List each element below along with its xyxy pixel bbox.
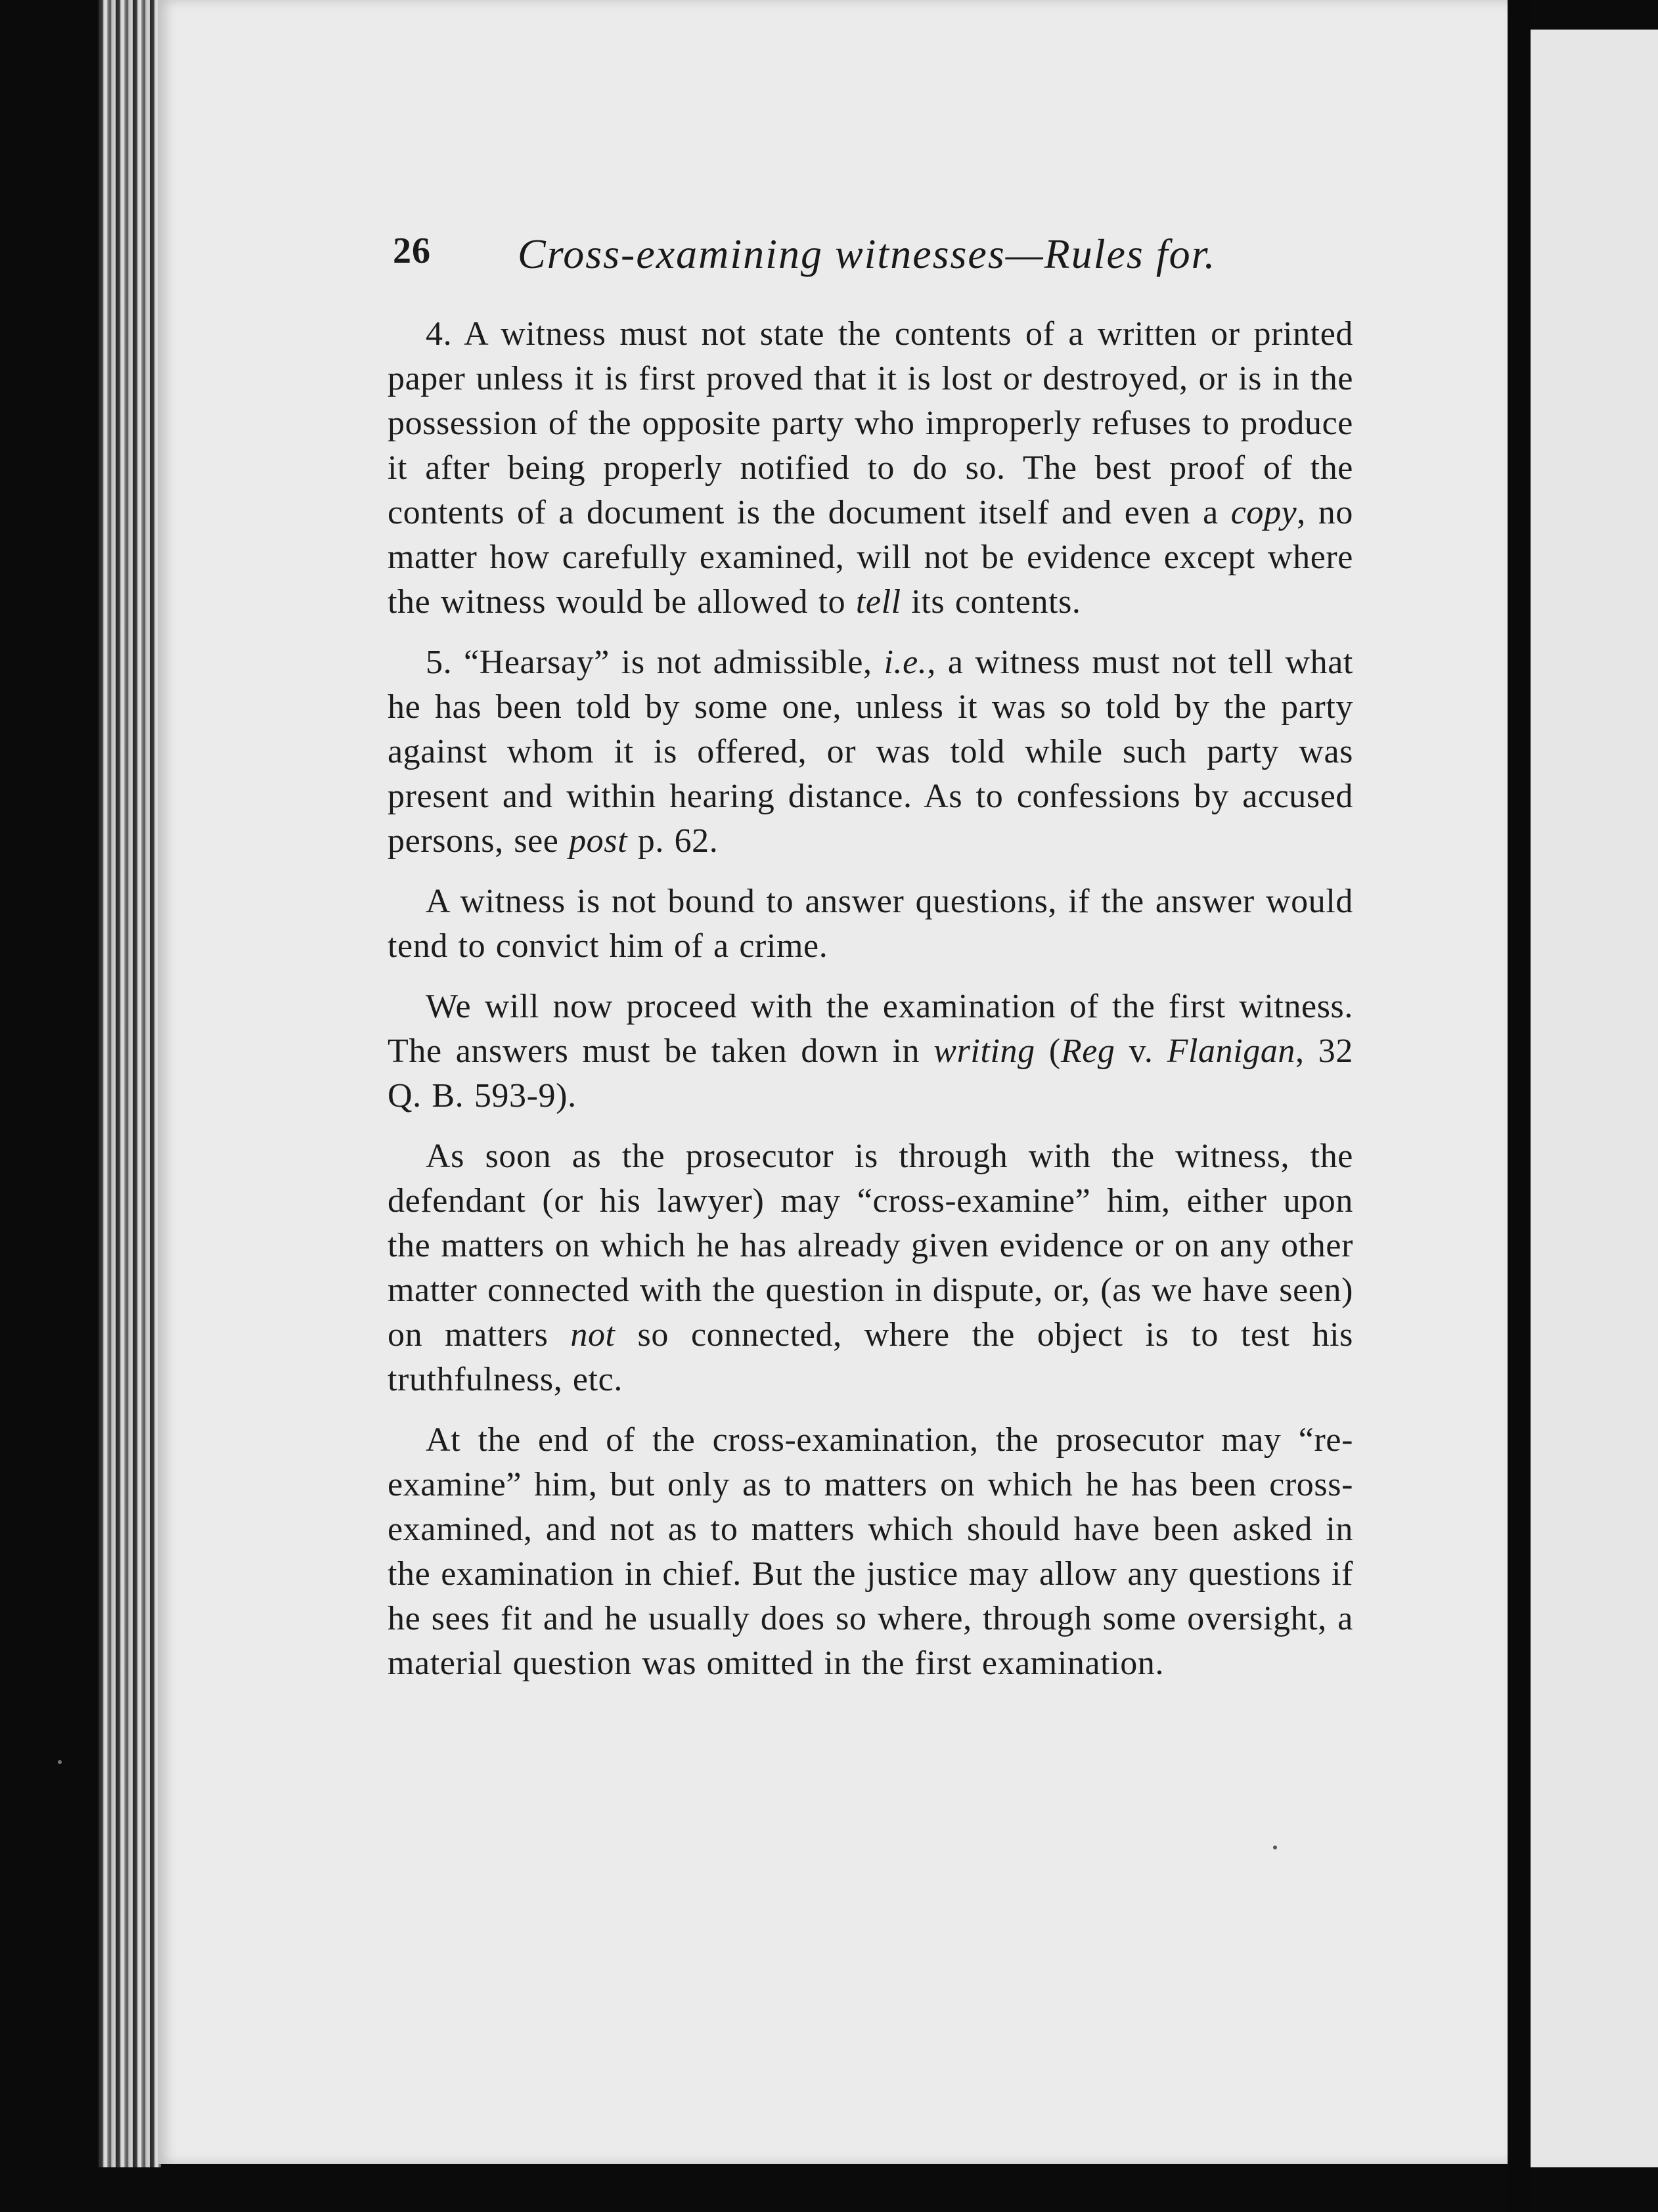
- text-segment: We will now proceed with the examination of the first witness. The answers must be taken down in: [388, 988, 1353, 1070]
- text-segment-italic: Reg: [1060, 1032, 1115, 1070]
- body-text: [388, 312, 1353, 1702]
- next-page-edge: [1531, 30, 1658, 2167]
- text-segment-italic: i.e.: [884, 644, 928, 681]
- paragraph-6: [388, 1418, 1353, 1686]
- running-title: Cross-examining witnesses—Rules for.: [518, 231, 1217, 277]
- text-segment-italic: not: [570, 1316, 616, 1354]
- scan-speck: [1273, 1846, 1277, 1849]
- text-segment: , 32 Q. B. 593-9).: [388, 1032, 1353, 1115]
- text-segment-italic: tell: [855, 583, 901, 621]
- text-segment: , a witness must not tell what he has been told by some one, unless it was so told by the party against whom it is offered, or was told while such party was present and within hearing distance. As to confessions by accused persons, see: [388, 644, 1353, 860]
- text-segment: its contents.: [901, 583, 1081, 621]
- text-segment: , no matter how carefully examined, will not be evidence except where the witness would be allowed to: [388, 494, 1353, 621]
- scan-speck: [58, 1760, 62, 1764]
- book-spine: [99, 0, 161, 2167]
- text-segment-italic: Flanigan: [1167, 1032, 1296, 1070]
- paragraph-2: [388, 640, 1353, 864]
- paragraph-1: [388, 312, 1353, 625]
- text-segment-italic: writing: [933, 1032, 1035, 1070]
- page-number: 26: [393, 231, 431, 271]
- text-segment: 4. A witness must not state the contents of a written or printed paper unless it is first proved that it is lost or destroyed, or is in the possession of the opposite party who improperly refuses to produce it after being properly notified to do so. The best proof of the contents of a document is the document itself and even a: [388, 315, 1353, 531]
- text-segment: 5. “Hearsay” is not admissible,: [426, 644, 884, 681]
- page-gap: [1508, 0, 1531, 2212]
- paragraph-3: [388, 879, 1353, 969]
- text-segment: p. 62.: [627, 822, 719, 860]
- text-segment: As soon as the prosecutor is through with the witness, the defendant (or his lawyer) may “cross-examine” him, either upon the matters on which he has already given evidence or on any other matter connected with the question in dispute, or, (as we have seen) on matters: [388, 1138, 1353, 1354]
- paragraph-4: [388, 984, 1353, 1118]
- text-segment: v.: [1115, 1032, 1167, 1070]
- page-header: [393, 230, 1418, 289]
- paragraph-5: [388, 1134, 1353, 1402]
- text-segment: At the end of the cross-examination, the prosecutor may “re-examine” him, but only as to matters on which he has been cross-examined, and not as to matters which should have been asked in the examination in chief. But the justice may allow any questions if he sees fit and he usually does so where, through some oversight, a material question was omitted in the first examination.: [388, 1421, 1353, 1682]
- text-segment: A witness is not bound to answer questions, if the answer would tend to convict him of a crime.: [388, 883, 1353, 965]
- text-segment-italic: copy: [1230, 494, 1297, 531]
- text-segment: (: [1035, 1032, 1061, 1070]
- text-segment: so connected, where the object is to test his truthfulness, etc.: [388, 1316, 1353, 1398]
- text-segment-italic: post: [569, 822, 628, 860]
